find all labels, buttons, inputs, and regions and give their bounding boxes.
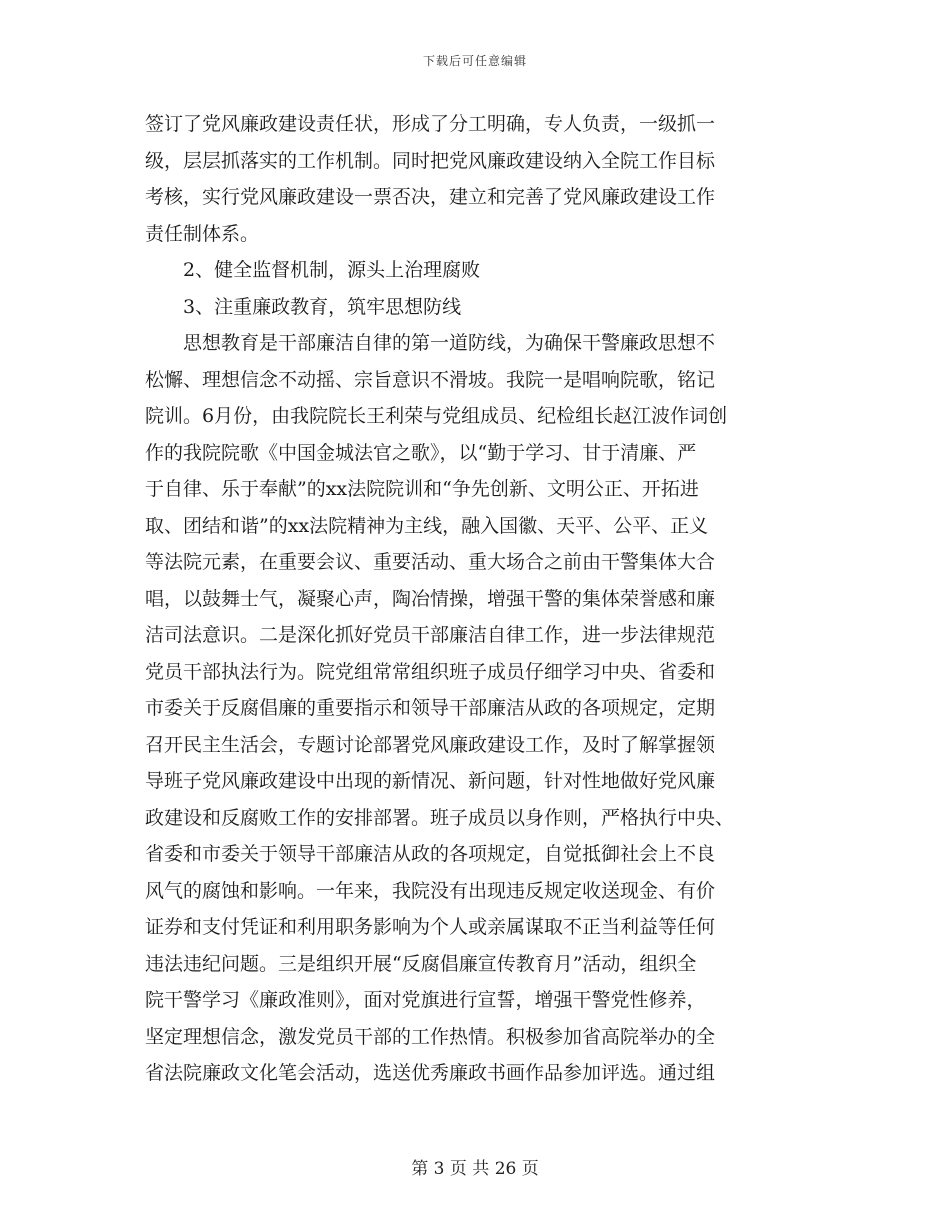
text-line: 坚定理想信念，激发党员干部的工作热情。积极参加省高院举办的全 xyxy=(145,1025,716,1048)
text-line: 级，层层抓落实的工作机制。同时把党风廉政建设纳入全院工作目标 xyxy=(145,149,716,172)
section-heading-2: 2、健全监督机制，源头上治理腐败 xyxy=(145,259,481,281)
text-line: 风气的腐蚀和影响。一年来，我院没有出现违反规定收送现金、有价 xyxy=(145,879,716,902)
text-line: 松懈、理想信念不动摇、宗旨意识不滑坡。我院一是唱响院歌，铭记 xyxy=(145,368,716,391)
text-line: 省委和市委关于领导干部廉洁从政的各项规定，自觉抵御社会上不良 xyxy=(145,843,716,865)
text-line: 市委关于反腐倡廉的重要指示和领导干部廉洁从政的各项规定，定期 xyxy=(145,697,716,719)
text-line: 院干警学习《廉政准则》，面对党旗进行宣誓，增强干警党性修养， xyxy=(145,989,706,1011)
text-line: 省法院廉政文化笔会活动，选送优秀廉政书画作品参加评选。通过组 xyxy=(145,1062,716,1084)
text-line: 取、团结和谐”的xx法院精神为主线，融入国徽、天平、公平、正义 xyxy=(145,514,709,537)
text-line: 洁司法意识。二是深化抓好党员干部廉洁自律工作，进一步法律规范 xyxy=(145,624,716,646)
text-line: 签订了党风廉政建设责任状，形成了分工明确，专人负责，一级抓一 xyxy=(145,113,716,135)
text-line: 作的我院院歌《中国金城法官之歌》，以“勤于学习、甘于清廉、严 xyxy=(145,441,697,464)
text-line: 思想教育是干部廉洁自律的第一道防线，为确保干警廉政思想不 xyxy=(145,332,716,354)
text-line: 证券和支付凭证和利用职务影响为个人或亲属谋取不正当利益等任何 xyxy=(145,916,716,938)
page-header: 下载后可任意编辑 xyxy=(422,54,527,68)
text-line: 导班子党风廉政建设中出现的新情况、新问题，针对性地做好党风廉 xyxy=(145,770,716,792)
text-line: 召开民主生活会，专题讨论部署党风廉政建设工作，及时了解掌握领 xyxy=(145,733,716,756)
text-line: 于自律、乐于奉献”的xx法院院训和“争先创新、文明公正、开拓进 xyxy=(145,478,699,500)
document-body xyxy=(145,106,805,1092)
text-line: 唱，以鼓舞士气，凝聚心声，陶冶情操，增强干警的集体荣誉感和廉 xyxy=(145,587,716,610)
text-line: 党员干部执法行为。院党组常常组织班子成员仔细学习中央、省委和 xyxy=(145,660,716,683)
text-line: 考核，实行党风廉政建设一票否决，建立和完善了党风廉政建设工作 xyxy=(145,186,716,208)
section-heading-3: 3、注重廉政教育，筑牢思想防线 xyxy=(145,295,462,318)
text-line: 等法院元素，在重要会议、重要活动、重大场合之前由干警集体大合 xyxy=(145,551,716,573)
text-line: 政建设和反腐败工作的安排部署。班子成员以身作则，严格执行中央、 xyxy=(145,806,735,829)
text-line: 违法违纪问题。三是组织开展“反腐倡廉宣传教育月”活动，组织全 xyxy=(145,952,697,975)
text-line: 院训。6月份，由我院院长王利荣与党组成员、纪检组长赵江波作词创 xyxy=(145,405,728,427)
text-line: 责任制体系。 xyxy=(145,222,260,245)
page-number: 第 3 页 共 26 页 xyxy=(411,1159,539,1179)
